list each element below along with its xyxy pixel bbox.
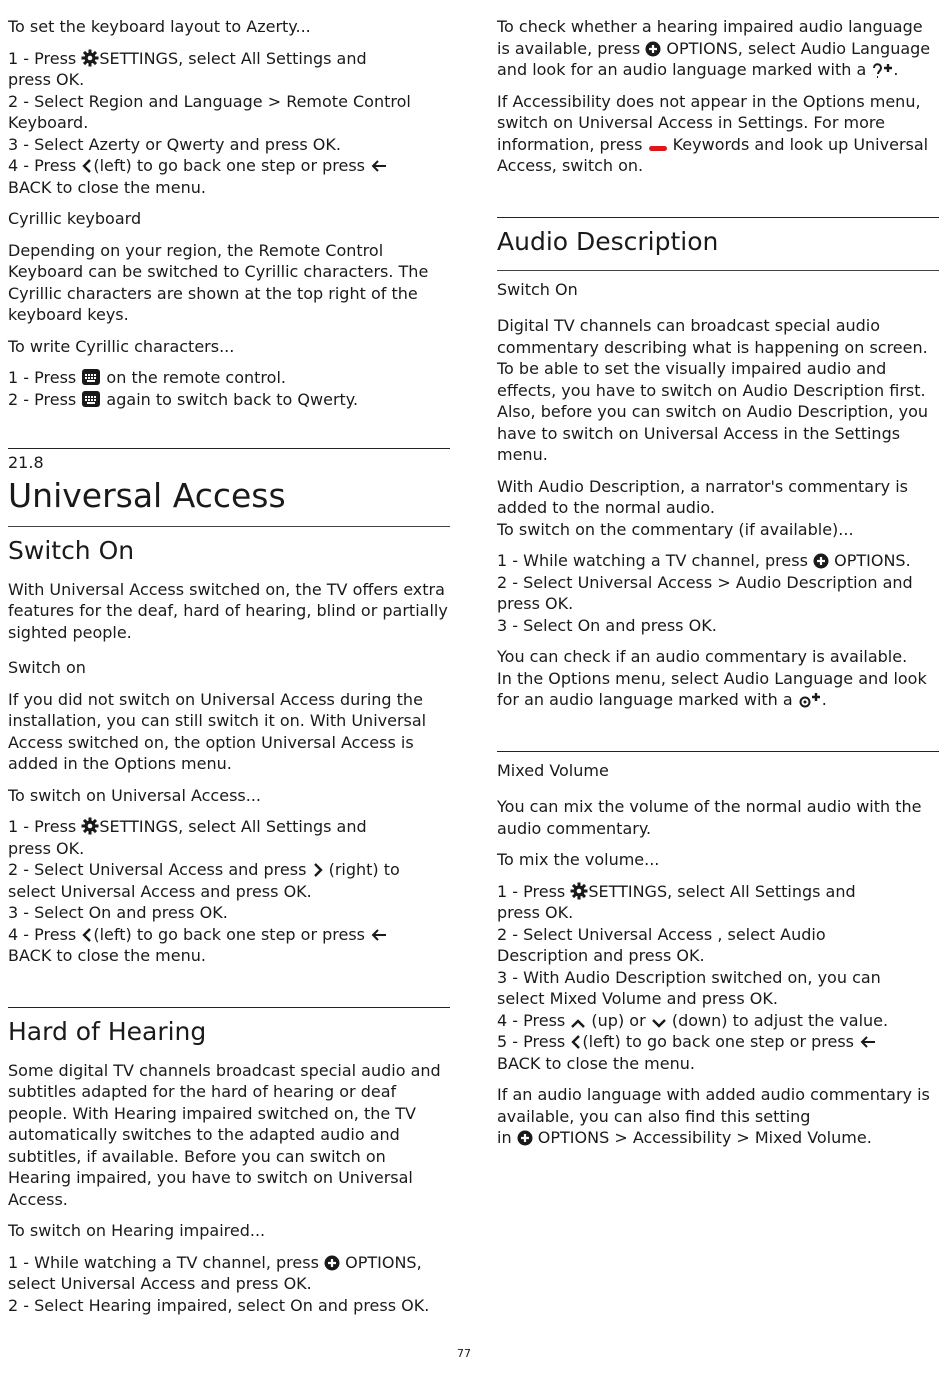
step-3: 3 - Select On and press OK. xyxy=(8,903,228,922)
mv-paragraph: You can mix the volume of the normal audio with the audio commentary. xyxy=(497,797,922,838)
step-2: 2 - Select Universal Access , select Audio Description and press OK. xyxy=(497,924,826,965)
settings-gear-icon xyxy=(570,882,588,900)
mv-steps xyxy=(497,881,939,1075)
options-plus-icon xyxy=(324,1255,340,1271)
keyboard-icon xyxy=(81,390,101,408)
chevron-left-icon xyxy=(81,927,93,943)
back-arrow-icon xyxy=(370,158,388,174)
section-divider xyxy=(497,751,939,752)
step-1: 1 - While watching a TV channel, press OPTIONS. xyxy=(497,551,911,570)
switch-on-label: Switch On xyxy=(497,279,578,299)
section-title: Universal Access xyxy=(8,475,286,515)
section-number: 21.8 xyxy=(8,453,44,472)
settings-gear-icon xyxy=(81,49,99,67)
switch-on-heading: Switch On xyxy=(8,535,135,565)
audio-description-heading: Audio Description xyxy=(497,226,719,256)
step-2: 2 - Press again to switch back to Qwerty. xyxy=(8,389,359,409)
ua-intro: To switch on Universal Access... xyxy=(8,785,261,805)
settings-gear-icon xyxy=(81,817,99,835)
chevron-left-icon xyxy=(570,1034,582,1050)
step-3: 3 - Select On and press OK. xyxy=(497,615,717,635)
section-divider xyxy=(8,448,450,449)
keyboard-icon xyxy=(81,368,101,386)
options-plus-icon xyxy=(813,553,829,569)
step-3: 3 - With Audio Description switched on, you can select Mixed Volume and press OK. xyxy=(497,967,881,1008)
ad-paragraph-1: Digital TV channels can broadcast special audio commentary describing what is happening on screen. To be able to set the visually impaired audio and effects, you have to switch on Audio Description first. Also, before you can switch on Audio Description, you have to switch on Universal Access in the Settings menu. xyxy=(497,316,929,464)
mixed-volume-label: Mixed Volume xyxy=(497,760,609,780)
step-1: 1 - Press SETTINGS, select All Settings and press OK. xyxy=(8,48,367,89)
subsection-divider xyxy=(8,526,450,527)
step-4: 4 - Press (left) to go back one step or press BACK to close the menu. xyxy=(8,155,450,198)
mv-paragraph-2: If an audio language with added audio commentary is available, you can also find this setting in OPTIONS > Accessibility > Mixed Volume. xyxy=(497,1085,930,1147)
cyrillic-steps xyxy=(8,367,450,410)
step-4: 4 - Press (left) to go back one step or press BACK to close the menu. xyxy=(8,924,450,967)
ad-steps xyxy=(497,550,939,636)
ad-paragraph-3: You can check if an audio commentary is available. In the Options menu, select Audio Language and look for an audio language marked with a . xyxy=(497,647,927,709)
section-divider xyxy=(497,217,939,218)
page-number: 77 xyxy=(457,1347,471,1360)
step-2: 2 - Select Region and Language > Remote Control Keyboard. xyxy=(8,91,411,132)
hoh-paragraph: Some digital TV channels broadcast special audio and subtitles adapted for the hard of hearing or deaf people. With Hearing impaired switched on, the TV automatically switches to the adapted audio and subtitles, if available. Before you can switch on Hearing impaired, you have to switch on Universal Access. xyxy=(8,1060,441,1209)
cyrillic-intro: To write Cyrillic characters... xyxy=(8,336,235,356)
step-3: 3 - Select Azerty or Qwerty and press OK. xyxy=(8,134,341,154)
step-5: 5 - Press (left) to go back one step or press BACK to close the menu. xyxy=(497,1031,939,1074)
step-2: 2 - Select Hearing impaired, select On and press OK. xyxy=(8,1295,430,1315)
chevron-down-icon xyxy=(651,1017,667,1029)
hard-of-hearing-heading: Hard of Hearing xyxy=(8,1016,207,1046)
subsection-divider xyxy=(497,270,939,271)
chevron-left-icon xyxy=(81,158,93,174)
step-1: 1 - Press SETTINGS, select All Settings and press OK. xyxy=(497,881,856,922)
step-2: 2 - Select Universal Access > Audio Description and press OK. xyxy=(497,572,913,613)
options-plus-icon xyxy=(645,41,661,57)
azerty-steps xyxy=(8,48,450,199)
azerty-intro: To set the keyboard layout to Azerty... xyxy=(8,17,311,36)
hearing-impaired-plus-icon xyxy=(871,62,893,78)
hoh-intro: To switch on Hearing impaired... xyxy=(8,1221,266,1240)
red-key-icon xyxy=(648,143,668,153)
switch-on-label: Switch on xyxy=(8,658,86,677)
section-divider xyxy=(8,1007,450,1008)
right-column xyxy=(497,16,939,1159)
left-column xyxy=(8,16,450,1326)
ua-paragraph: With Universal Access switched on, the TV offers extra features for the deaf, hard of hearing, blind or partially sighted people. xyxy=(8,579,448,642)
hoh-steps xyxy=(8,1252,450,1317)
options-plus-icon xyxy=(517,1130,533,1146)
ua-steps xyxy=(8,816,450,967)
audio-description-plus-icon xyxy=(798,692,822,708)
back-arrow-icon xyxy=(859,1034,877,1050)
cyrillic-paragraph: Depending on your region, the Remote Control Keyboard can be switched to Cyrillic characters. The Cyrillic characters are shown at the top right of the keyboard keys. xyxy=(8,240,429,324)
chevron-up-icon xyxy=(570,1017,586,1029)
step-2: 2 - Select Universal Access and press (right) to select Universal Access and press OK. xyxy=(8,860,400,901)
cyrillic-title: Cyrillic keyboard xyxy=(8,209,142,228)
accessibility-paragraph: If Accessibility does not appear in the Options menu, switch on Universal Access in Settings. For more information, press Keywords and look up Universal Access, switch on. xyxy=(497,91,929,175)
back-arrow-icon xyxy=(370,927,388,943)
chevron-right-icon xyxy=(312,862,324,878)
step-1: 1 - Press on the remote control. xyxy=(8,368,286,387)
step-1: 1 - While watching a TV channel, press OPTIONS, select Universal Access and press OK. xyxy=(8,1252,422,1293)
mv-intro: To mix the volume... xyxy=(497,850,660,869)
ua-paragraph-2: If you did not switch on Universal Access during the installation, you can still switch it on. With Universal Access switched on, the option Universal Access is added in the Options menu. xyxy=(8,689,427,773)
ad-paragraph-2: With Audio Description, a narrator's commentary is added to the normal audio. To switch on the commentary (if available)... xyxy=(497,476,908,539)
hearing-impaired-paragraph: To check whether a hearing impaired audio language is available, press OPTIONS, select Audio Language and look for an audio language marked with a . xyxy=(497,17,931,79)
step-1: 1 - Press SETTINGS, select All Settings and press OK. xyxy=(8,817,367,858)
step-4: 4 - Press (up) or (down) to adjust the value. xyxy=(497,1010,889,1030)
